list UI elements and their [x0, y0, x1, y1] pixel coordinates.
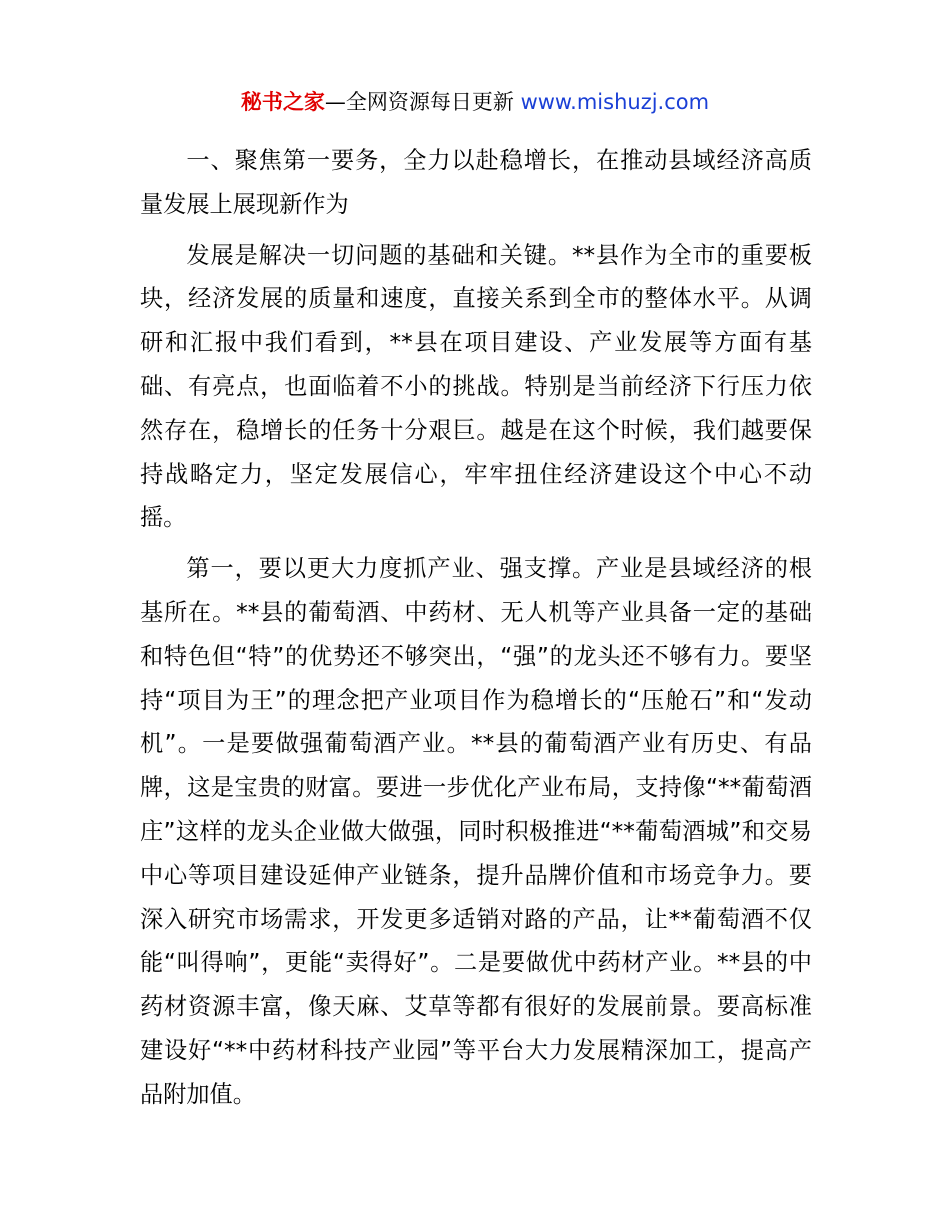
section-heading: 一、聚焦第一要务，全力以赴稳增长，在推动县域经济高质量发展上展现新作为 — [140, 147, 812, 218]
site-header — [0, 86, 950, 118]
site-brand: 秘书之家 — [240, 90, 325, 114]
body-paragraph: 发展是解决一切问题的基础和关键。**县作为全市的重要板块，经济发展的质量和速度，直接关系到全市的整体水平。从调研和汇报中我们看到，**县在项目建设、产业发展等方面有基础、有亮点，也面临着不小的挑战。特别是当前经济下行压力依然存在，稳增长的任务十分艰巨。越是在这个时候，我们越要保持战略定力，坚定发展信心，牢牢扭住经济建设这个中心不动摇。 — [140, 241, 812, 532]
body-paragraph: 第一，要以更大力度抓产业、强支撑。产业是县域经济的根基所在。**县的葡萄酒、中药材、无人机等产业具备一定的基础和特色但“特”的优势还不够突出，“强”的龙头还不够有力。要坚持“项目为王”的理念把产业项目作为稳增长的“压舱石”和“发动机”。一是要做强葡萄酒产业。**县的葡萄酒产业有历史、有品牌，这是宝贵的财富。要进一步优化产业布局，支持像“**葡萄酒庄”这样的龙头企业做大做强，同时积极推进“**葡萄酒城”和交易中心等项目建设延伸产业链条，提升品牌价值和市场竞争力。要深入研究市场需求，开发更多适销对路的产品，让**葡萄酒不仅能“叫得响”，更能“卖得好”。二是要做优中药材产业。**县的中药材资源丰富，像天麻、艾草等都有很好的发展前景。要高标准建设好“**中药材科技产业园”等平台大力发展精深加工，提高产品附加值。 — [140, 555, 812, 1108]
document-body — [140, 139, 812, 1117]
site-url-link[interactable]: www.mishuzj.com — [520, 90, 710, 114]
site-tagline: —全网资源每日更新 — [324, 90, 521, 114]
